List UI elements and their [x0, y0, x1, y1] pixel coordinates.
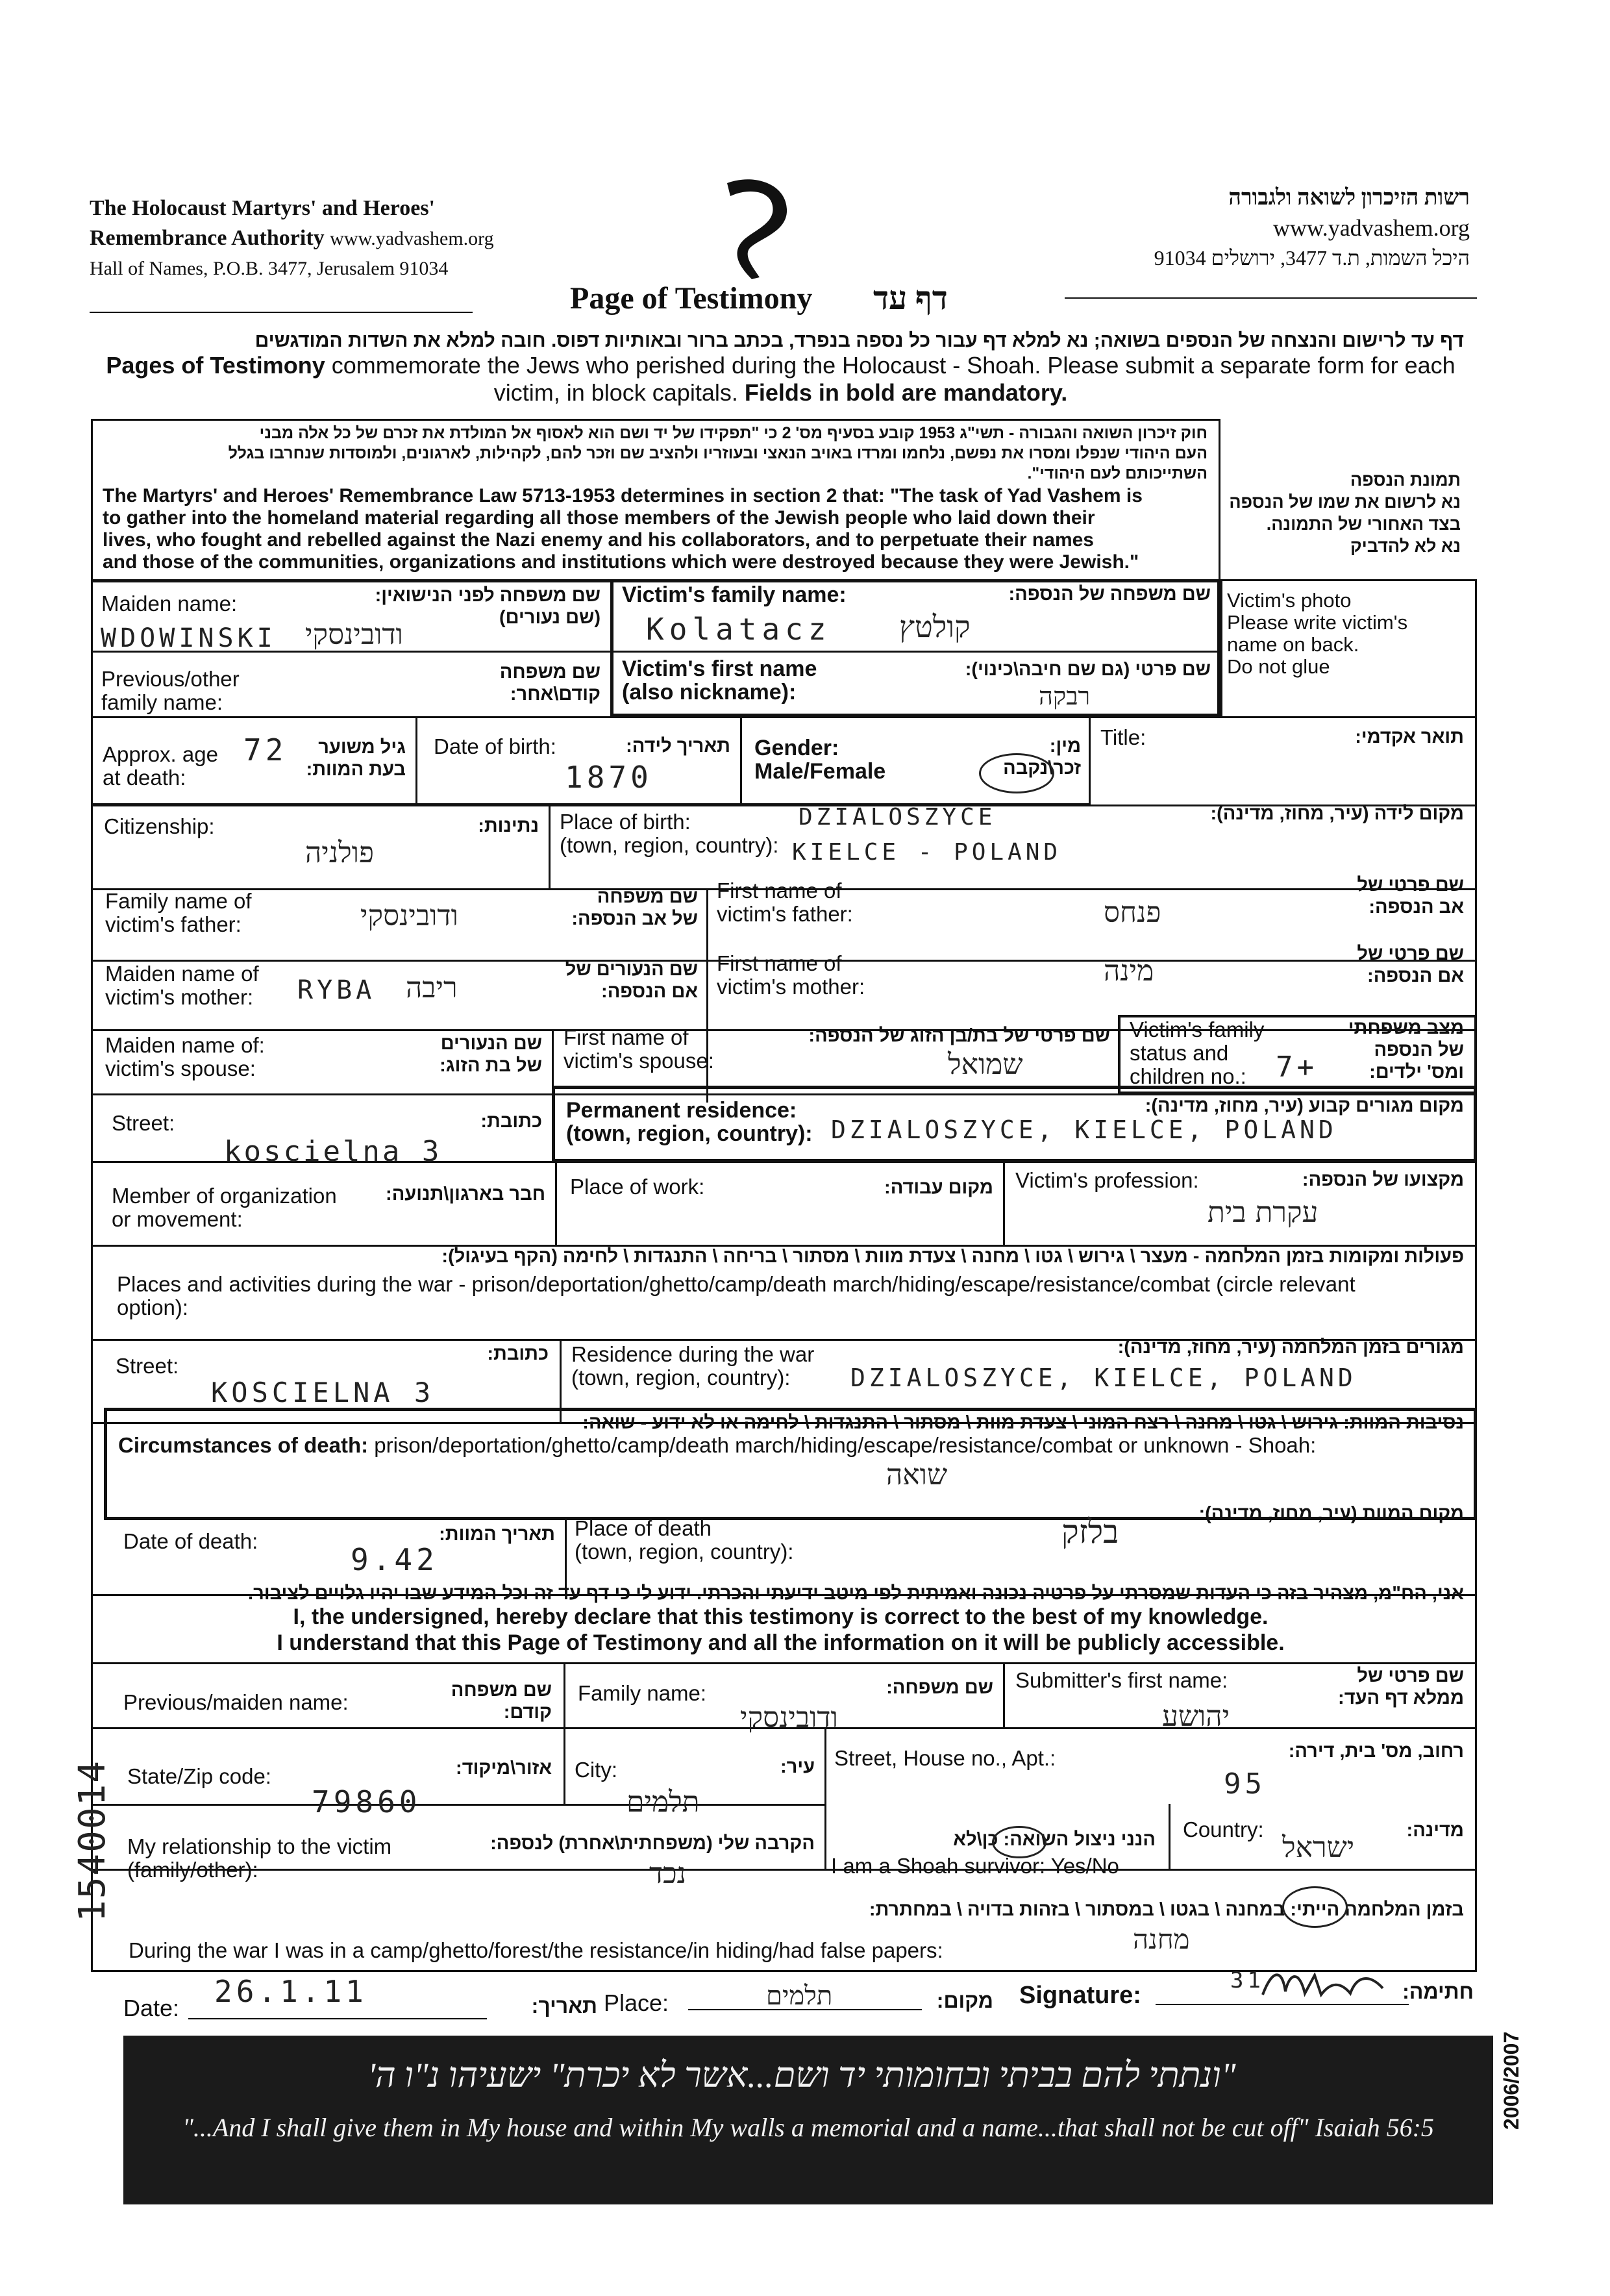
- death-place-label-he: מקום המוות (עיר, מחוז, מדינה):: [1198, 1503, 1464, 1524]
- address-he: היכל השמות, ת.ד 3477, ירושלים 91034: [1154, 246, 1470, 269]
- death-date-label: Date of death:: [123, 1529, 258, 1553]
- place-label-he: מקום:: [936, 1989, 993, 2012]
- family-name-label-he: שם משפחה של הנספה:: [1008, 584, 1211, 605]
- page-title: Page of Testimony: [570, 281, 813, 316]
- circumstances-value-he[interactable]: שואה: [886, 1458, 948, 1491]
- street-value[interactable]: koscielna 3: [224, 1135, 442, 1168]
- first-name-label: Victim's first name (also nickname):: [622, 656, 817, 705]
- workplace-label: Place of work:: [570, 1175, 705, 1199]
- law-he-2: העם היהודי שנפלו ומסרו את נפשם, נלחמו ומרדו באויב הנאצי ובעוזריו ולהציב שם וזכר להם, לקהילות, לארגונים, ולמוסדות שנחרבו בגלל: [228, 444, 1208, 462]
- submitter-prev-maiden-label: Previous/maiden name:: [123, 1690, 349, 1714]
- war-status-camp-circle[interactable]: [1282, 1886, 1348, 1928]
- gender-label: Gender: Male/Female: [754, 736, 886, 784]
- footer-verse-en: "...And I shall give them in My house and within My walls a memorial and a name...that shall not be cut off" Isaiah 56:5: [182, 2113, 1434, 2142]
- divider: [549, 805, 551, 889]
- footer-banner: [123, 2036, 1493, 2204]
- approx-age-value[interactable]: 72: [243, 732, 288, 767]
- law-en-2: to gather into the homeland material regarding all those members of the Jewish people who laid down their: [103, 507, 1095, 529]
- declaration-he: אני, הח"מ, מצהיר בזה כי העדות שמסרתי על פרטיה נכונה ואמיתית לפי מיטב ידיעתי והכרתי. ידוע לי כי דף עד זה וכל המידע שבו יהיו גלויים לציבור.: [248, 1583, 1464, 1604]
- country-value-he[interactable]: ישראל: [1282, 1831, 1355, 1864]
- birthplace-value-2[interactable]: KIELCE - POLAND: [792, 839, 1062, 866]
- mother-maiden-value-he[interactable]: ריבה: [406, 971, 458, 1004]
- submitter-city-label: City:: [575, 1758, 617, 1782]
- date-line: [188, 2018, 487, 2019]
- mother-maiden-label: Maiden name of victim's mother:: [105, 962, 259, 1009]
- workplace-label-he: מקום עבודה:: [884, 1177, 993, 1198]
- street-label: Street:: [112, 1111, 175, 1135]
- citizenship-value-he[interactable]: פולניה: [305, 836, 375, 869]
- mother-first-label-he: שם פרטי של אם הנספה:: [1357, 943, 1464, 986]
- website-he[interactable]: www.yadvashem.org: [1273, 215, 1470, 241]
- profession-value-he[interactable]: עקרת בית: [1208, 1196, 1319, 1229]
- death-date-label-he: תאריך המוות:: [439, 1524, 555, 1545]
- war-activities-label: Places and activities during the war - prison/deportation/ghetto/camp/death march/hiding/escape/resistance/combat (circle relevant option):: [117, 1272, 1356, 1319]
- permanent-residence-label: Permanent residence: (town, region, country):: [566, 1098, 813, 1146]
- intro-en-text2: victim, in block capitals.: [493, 379, 745, 406]
- yad-vashem-logo: [714, 170, 799, 281]
- first-name-value-he[interactable]: רבקה: [1039, 682, 1091, 710]
- father-family-label: Family name of victim's father:: [105, 889, 252, 936]
- war-street-value[interactable]: KOSCIELNA 3: [211, 1377, 435, 1408]
- war-residence-label: Residence during the war (town, region, country):: [571, 1342, 815, 1390]
- birthplace-value-1[interactable]: DZIALOSZYCE: [799, 804, 997, 830]
- spouse-maiden-label-he: שם הנעורים של בת הזוג:: [440, 1033, 542, 1076]
- header-rule-right: [1065, 297, 1477, 299]
- divider: [564, 1662, 565, 1805]
- submitter-first-label: Submitter's first name:: [1015, 1668, 1228, 1692]
- divider: [1003, 1161, 1005, 1245]
- gender-label-he: מין: זכר\נקבה: [1003, 736, 1081, 779]
- org-name-line1: The Holocaust Martyrs' and Heroes': [90, 196, 435, 220]
- gender-female-circle[interactable]: [979, 753, 1054, 793]
- dob-label-he: תאריך לידה:: [626, 736, 730, 756]
- mother-maiden-value[interactable]: RYBA: [297, 975, 376, 1005]
- father-family-label-he: שם משפחה של אב הנספה:: [571, 886, 698, 929]
- previous-family-name-label: Previous/other family name:: [101, 667, 240, 714]
- permanent-residence-value[interactable]: DZIALOSZYCE, KIELCE, POLAND: [831, 1116, 1337, 1144]
- spouse-first-label: First name of victim's spouse:: [564, 1025, 714, 1073]
- submitter-family-label-he: שם משפחה:: [886, 1677, 993, 1698]
- intro-en-bold: Pages of Testimony: [106, 352, 325, 379]
- submitter-family-value-he[interactable]: ודובינסקי: [740, 1701, 838, 1734]
- death-place-label: Place of death (town, region, country):: [575, 1516, 794, 1564]
- intro-en: [97, 352, 1464, 406]
- permanent-residence-label-he: מקום מגורים קבוע (עיר, מחוז, מדינה):: [1145, 1095, 1464, 1116]
- war-status-value-he[interactable]: מחנה: [1133, 1923, 1190, 1955]
- submitter-first-value-he[interactable]: יהושע: [1162, 1700, 1230, 1733]
- photo-note-en: Victim's photo Please write victim's name on back. Do not glue: [1227, 589, 1408, 678]
- law-he-3: השתייכותם לעם היהודי".: [1027, 464, 1208, 482]
- divider: [552, 1029, 554, 1094]
- profession-label-he: מקצועו של הנספה:: [1302, 1169, 1464, 1190]
- divider: [91, 1804, 824, 1806]
- submitter-zip-label-he: אזור\מיקוד:: [456, 1758, 552, 1778]
- war-residence-label-he: מגורים בזמן המלחמה (עיר, מחוז, מדינה):: [1117, 1337, 1464, 1358]
- father-first-label: First name of victim's father:: [717, 879, 853, 926]
- divider: [1169, 1804, 1170, 1869]
- family-name-label: Victim's family name:: [622, 582, 847, 607]
- title-label-he: תואר אקדמי:: [1355, 727, 1464, 747]
- family-status-label-he: מצב משפחתי של הנספה ומס' ילדים:: [1348, 1017, 1464, 1082]
- divider: [1003, 1662, 1005, 1727]
- submitter-family-label: Family name:: [578, 1681, 707, 1705]
- divider: [824, 1727, 826, 1869]
- footer-verse-he: "ונתתי להם בביתי ובחומותי יד ושם...אשר לא יכרת" ישעיהו נ"ו ה': [367, 2056, 1236, 2095]
- profession-label: Victim's profession:: [1015, 1168, 1199, 1192]
- divider: [415, 716, 417, 805]
- street-label-he: כתובת:: [480, 1111, 542, 1132]
- dob-value[interactable]: 1870: [565, 760, 652, 795]
- submitter-street-label: Street, House no., Apt.:: [834, 1746, 1056, 1770]
- relationship-value-he[interactable]: נכד: [649, 1857, 686, 1890]
- signature-scribble: [1259, 1962, 1389, 2005]
- citizenship-label: Citizenship:: [104, 814, 215, 838]
- death-date-value[interactable]: 9.42: [351, 1542, 438, 1577]
- spouse-maiden-label: Maiden name of: victim's spouse:: [105, 1033, 265, 1080]
- country-label: Country:: [1183, 1817, 1264, 1841]
- relationship-label-he: הקרבה שלי (משפחתית\אחרת) לנספה:: [490, 1833, 815, 1854]
- father-family-value-he[interactable]: ודובינסקי: [360, 899, 458, 932]
- war-street-label: Street:: [116, 1354, 179, 1378]
- declaration-en: I, the undersigned, hereby declare that this testimony is correct to the best of my knowledge. I understand that this Page of Testimony and all the information on it will be publicly accessible.: [277, 1604, 1285, 1655]
- war-status-label: During the war I was in a camp/ghetto/forest/the resistance/in hiding/had false papers:: [129, 1938, 943, 1962]
- birthplace-label: Place of birth: (town, region, country):: [560, 810, 779, 857]
- approx-age-label-he: גיל משוער בעת המוות:: [306, 737, 406, 780]
- family-name-value-he[interactable]: קולטץ: [899, 609, 971, 644]
- survivor-label-he: הנני ניצול השואה: כן\לא: [953, 1829, 1156, 1850]
- address-en: Hall of Names, P.O.B. 3477, Jerusalem 91034: [90, 258, 449, 279]
- citizenship-label-he: נתינות:: [478, 816, 539, 836]
- organization-label: Member of organization or movement:: [112, 1184, 337, 1231]
- submitter-first-label-he: שם פרטי של ממלא דף העד:: [1338, 1666, 1464, 1708]
- law-he: [104, 423, 1208, 484]
- submitter-zip-label: State/Zip code:: [127, 1764, 271, 1788]
- intro-en-text1: commemorate the Jews who perished during the Holocaust - Shoah. Please submit a separate form for each: [325, 352, 1455, 379]
- war-residence-value[interactable]: DZIALOSZYCE, KIELCE, POLAND: [850, 1364, 1357, 1392]
- circumstances-label-he: נסיבות המוות: גירוש \ גטו \ מחנה \ רצח המוני \ צעדת מוות \ מסתור \ התנגדות \ לחימה או לא ידוע - שואה:: [582, 1412, 1464, 1433]
- war-status-label-he: בזמן המלחמה הייתי: במחנה \ בגטו \ במסתור \ בזהות בדויה \ במחתרת:: [869, 1899, 1464, 1920]
- birthplace-label-he: מקום לידה (עיר, מחוז, מדינה):: [1210, 803, 1464, 824]
- spouse-first-label-he: שם פרטי של בת/בן הזוג של הנספה:: [808, 1025, 1110, 1046]
- maiden-name-label-he: שם משפחה לפני הנישואין: (שם נעורים): [375, 585, 601, 628]
- signature-value[interactable]: 31: [1230, 1967, 1265, 1993]
- dob-label: Date of birth:: [434, 734, 556, 758]
- mother-maiden-label-he: שם הנעורים של אם הנספה:: [565, 959, 698, 1002]
- signature-label: Signature:: [1019, 1982, 1141, 2009]
- submitter-street-label-he: רחוב, מס' בית, דירה:: [1288, 1741, 1464, 1762]
- side-number: 1540014: [71, 1759, 114, 1922]
- war-street-label-he: כתובת:: [487, 1343, 549, 1364]
- submitter-prev-maiden-label-he: שם משפחה קודם:: [451, 1680, 552, 1723]
- death-place-value-he[interactable]: בלזק: [1061, 1513, 1119, 1551]
- form-code: 2006/2007: [1500, 2031, 1523, 2130]
- mother-first-label: First name of victim's mother:: [717, 951, 865, 999]
- relationship-label: My relationship to the victim (family/other):: [127, 1834, 392, 1882]
- spouse-first-value-he[interactable]: שמואל: [948, 1048, 1023, 1081]
- maiden-name-label: Maiden name:: [101, 592, 238, 616]
- previous-family-name-label-he: שם משפחה קודם\אחר:: [499, 662, 601, 705]
- header-org-en: [90, 193, 494, 284]
- date-label: Date:: [123, 1995, 180, 2021]
- date-value[interactable]: 26.1.11: [214, 1974, 367, 2009]
- law-he-1: חוק זיכרון השואה והגבורה - תשי"ג 1953 קובע בסעיף מס' 2 כי "תפקידו של יד ושם הוא לאסוף אל המולדת את זכרם של כל אלה מבני: [259, 424, 1208, 442]
- law-en-4: and those of the communities, organizations and institutions which were destroyed because they were Jewish.": [103, 551, 1139, 573]
- place-label: Place:: [604, 1990, 669, 2016]
- signature-label-he: חתימה:: [1402, 1980, 1474, 2003]
- submitter-street-value[interactable]: 95: [1224, 1767, 1266, 1801]
- law-en: [103, 485, 1216, 573]
- website-link[interactable]: www.yadvashem.org: [330, 228, 494, 249]
- organization-label-he: חבר בארגון\תנועה:: [386, 1184, 545, 1204]
- org-name-he: רשות הזיכרון לשואה ולגבורה: [1228, 186, 1470, 210]
- survivor-no-circle[interactable]: [992, 1826, 1046, 1858]
- father-first-value-he[interactable]: פנחס: [1104, 896, 1161, 929]
- divider: [91, 1662, 1477, 1664]
- submitter-city-value-he[interactable]: תלמים: [626, 1786, 700, 1819]
- divider: [1220, 579, 1222, 717]
- submitter-zip-value[interactable]: 79860: [312, 1784, 421, 1819]
- war-activities-label-he: פעולות ומקומות בזמן המלחמה - מעצר \ גירוש \ גטו \ מחנה \ צעדת מוות \ מסתור \ בריחה \ התנגדות \ לחימה (הקף בעיגול):: [441, 1246, 1464, 1267]
- law-en-1: The Martyrs' and Heroes' Remembrance Law 5713-1953 determines in section 2 that: "The task of Yad Vashem is: [103, 485, 1143, 506]
- family-name-value[interactable]: Kolatacz: [646, 612, 832, 647]
- circumstances-label: Circumstances of death: prison/deportation/ghetto/camp/death march/hiding/escape/resistance/combat or unknown - Shoah:: [118, 1433, 1317, 1457]
- maiden-name-value-he[interactable]: ודובינסקי: [305, 618, 403, 651]
- place-value-he[interactable]: תלמים: [766, 1981, 833, 2011]
- submitter-city-label-he: עיר:: [780, 1756, 815, 1777]
- father-first-label-he: שם פרטי של אב הנספה:: [1357, 875, 1464, 917]
- intro-en-mandatory: Fields in bold are mandatory.: [744, 379, 1068, 406]
- family-status-value[interactable]: 7+: [1276, 1051, 1318, 1084]
- family-status-label: Victim's family status and children no.:: [1130, 1017, 1265, 1088]
- country-label-he: מדינה:: [1406, 1820, 1464, 1841]
- intro-he: דף עד לרישום והנצחה של הנספים בשואה; נא למלא דף עבור כל נספה בנפרד, בכתב ברור ובאותיות דפוס. חובה למלא את השדות המודגשים: [254, 330, 1464, 351]
- law-en-3: lives, who fought and rebelled against the Nazi enemy and his collaborators, and to perpetuate their names: [103, 529, 1094, 551]
- approx-age-label: Approx. age at death:: [103, 742, 218, 790]
- photo-note-he: תמונת הנספה נא לרשום את שמו של הנספה בצד האחורי של התמונה. נא לא להדביק: [1229, 470, 1461, 556]
- org-name-line2: Remembrance Authority: [90, 226, 325, 250]
- header-rule-left: [90, 312, 473, 313]
- page-title-he: דף עד: [873, 280, 948, 316]
- date-label-he: תאריך:: [531, 1994, 597, 2017]
- divider: [555, 1161, 557, 1245]
- mother-first-value-he[interactable]: מינה: [1104, 955, 1154, 988]
- maiden-name-value[interactable]: WDOWINSKI: [101, 623, 277, 653]
- title-label: Title:: [1100, 725, 1146, 749]
- survivor-label: I am a Shoah survivor: Yes/No: [831, 1854, 1119, 1878]
- header-org-he: [1154, 183, 1470, 273]
- divider: [740, 716, 742, 805]
- first-name-label-he: שם פרטי (גם שם חיבה\כינוי):: [965, 659, 1211, 680]
